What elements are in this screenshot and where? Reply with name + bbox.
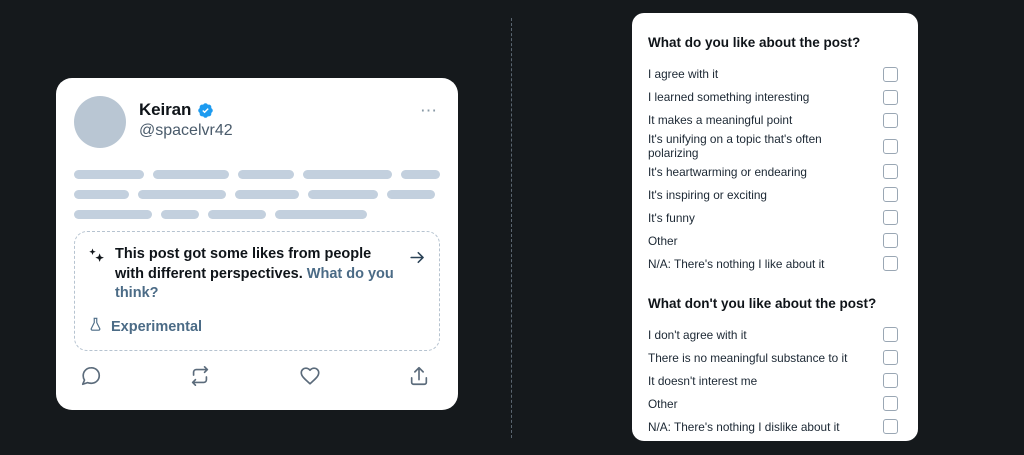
list-item[interactable] <box>646 415 898 438</box>
post-card <box>56 78 458 410</box>
option-checkbox[interactable] <box>883 139 898 154</box>
post-body-placeholder <box>74 170 440 219</box>
list-item[interactable] <box>646 183 898 206</box>
experimental-row <box>88 316 425 338</box>
option-label: Other <box>648 233 678 248</box>
option-checkbox[interactable] <box>883 67 898 82</box>
skeleton-bar <box>74 170 144 179</box>
more-options-icon[interactable]: ⋯ <box>420 101 438 120</box>
list-item[interactable] <box>646 63 898 86</box>
skeleton-bar <box>208 210 266 219</box>
list-item[interactable] <box>646 392 898 415</box>
post-actions <box>74 351 440 400</box>
option-label: I learned something interesting <box>648 90 810 105</box>
experimental-label: Experimental <box>111 318 203 335</box>
list-item[interactable] <box>646 229 898 252</box>
arrow-right-icon[interactable] <box>408 248 427 272</box>
skeleton-bar <box>161 210 199 219</box>
prompt-text <box>115 245 395 304</box>
share-icon[interactable] <box>408 365 430 392</box>
option-label: It's heartwarming or endearing <box>648 164 807 179</box>
post-header <box>74 96 440 148</box>
list-item[interactable] <box>646 369 898 392</box>
skeleton-bar <box>401 170 440 179</box>
skeleton-bar <box>303 170 392 179</box>
option-checkbox[interactable] <box>883 164 898 179</box>
option-checkbox[interactable] <box>883 233 898 248</box>
list-item[interactable] <box>646 160 898 183</box>
skeleton-bar <box>308 190 378 199</box>
skeleton-bar <box>74 190 129 199</box>
feedback-survey-panel <box>632 13 918 441</box>
perspectives-prompt-box[interactable] <box>74 231 440 351</box>
skeleton-row <box>74 210 440 219</box>
skeleton-bar <box>238 170 294 179</box>
author-block <box>139 96 233 140</box>
option-label: Other <box>648 396 678 411</box>
vertical-divider <box>511 18 512 438</box>
prompt-top-row <box>88 245 425 304</box>
option-label: It makes a meaningful point <box>648 113 793 128</box>
option-label: It's inspiring or exciting <box>648 187 767 202</box>
sparkle-icon <box>88 247 106 270</box>
option-checkbox[interactable] <box>883 90 898 105</box>
option-checkbox[interactable] <box>883 373 898 388</box>
skeleton-bar <box>387 190 435 199</box>
comment-icon[interactable] <box>80 365 102 392</box>
option-checkbox[interactable] <box>883 419 898 434</box>
option-label: I don't agree with it <box>648 327 747 342</box>
list-item[interactable] <box>646 86 898 109</box>
option-checkbox[interactable] <box>883 327 898 342</box>
option-checkbox[interactable] <box>883 350 898 365</box>
like-section-heading: What do you like about the post? <box>648 35 861 50</box>
list-item[interactable] <box>646 323 898 346</box>
skeleton-row <box>74 190 440 199</box>
option-label: It's unifying on a topic that's often polarizing <box>648 132 822 161</box>
dislike-section-heading: What don't you like about the post? <box>648 296 877 312</box>
skeleton-bar <box>235 190 299 199</box>
skeleton-bar <box>74 210 152 219</box>
repost-icon[interactable] <box>189 365 211 392</box>
avatar[interactable] <box>74 96 126 148</box>
skeleton-bar <box>275 210 367 219</box>
option-label: I agree with it <box>648 67 719 82</box>
option-label: N/A: There's nothing I dislike about it <box>648 419 840 434</box>
author-display-name: Keiran <box>139 100 192 119</box>
list-item[interactable] <box>646 109 898 132</box>
option-label: There is no meaningful substance to it <box>648 350 848 365</box>
option-label: It's funny <box>648 210 695 225</box>
option-checkbox[interactable] <box>883 187 898 202</box>
option-label: N/A: There's nothing I like about it <box>648 256 825 271</box>
list-item[interactable] <box>646 132 898 160</box>
option-checkbox[interactable] <box>883 256 898 271</box>
skeleton-bar <box>138 190 226 199</box>
prompt-text-cta[interactable]: What do you think? <box>115 265 394 302</box>
author-name-row <box>139 100 233 120</box>
option-checkbox[interactable] <box>883 210 898 225</box>
list-item[interactable] <box>646 252 898 275</box>
flask-icon <box>88 316 103 338</box>
option-checkbox[interactable] <box>883 113 898 128</box>
option-label: It doesn't interest me <box>648 373 758 388</box>
list-item[interactable] <box>646 206 898 229</box>
skeleton-row <box>74 170 440 179</box>
list-item[interactable] <box>646 346 898 369</box>
option-checkbox[interactable] <box>883 396 898 411</box>
verified-badge-icon <box>197 102 214 119</box>
author-handle: @spacelvr42 <box>139 122 233 139</box>
prompt-text-main: This post got some likes from people with different perspectives. <box>115 246 372 282</box>
heart-icon[interactable] <box>299 365 321 392</box>
skeleton-bar <box>153 170 229 179</box>
